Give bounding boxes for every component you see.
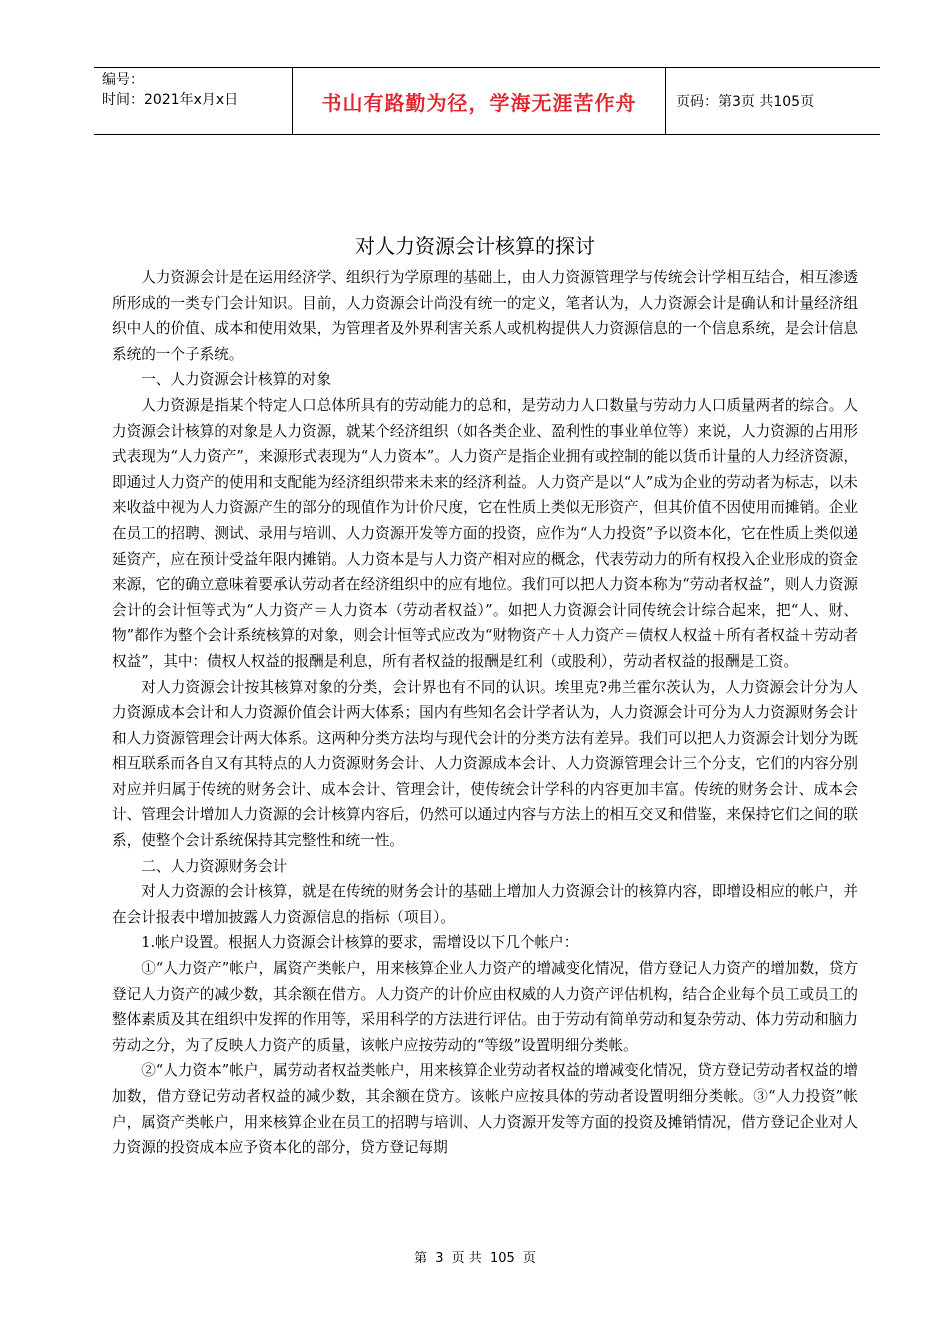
footer-total-pages: 105 xyxy=(489,1251,515,1266)
footer-prefix: 第 xyxy=(414,1251,428,1266)
paragraph: 人力资源会计是在运用经济学、组织行为学原理的基础上，由人力资源管理学与传统会计学相互结合，相互渗透所形成的一类专门会计知识。目前，人力资源会计尚没有统一的定义，笔者认为，人力资源会计是确认和计量经济组织中人的价值、成本和使用效果，为管理者及外界利害关系人或机构提供人力资源信息的一个信息系统，是会计信息系统的一个子系统。 xyxy=(112,269,858,363)
paragraph: 人力资源是指某个特定人口总体所具有的劳动能力的总和，是劳动力人口数量与劳动力人口质量两者的综合。人力资源会计核算的对象是人力资源，就某个经济组织（如各类企业、盈利性的事业单位等）来说，人力资源的占用形式表现为“人力资产”，来源形式表现为“人力资本”。人力资产是指企业拥有或控制的能以货币计量的人力经济资源，即通过人力资产的使用和支配能为经济组织带来未来的经济利益。人力资产是以“人”成为企业的劳动者为标志，以未来收益中视为人力资源产生的部分的现值作为计价尺度，它在性质上类似无形资产，但其价值不因使用而摊销。企业在员工的招聘、测试、录用与培训、人力资源开发等方面的投资，应作为“人力投资”予以资本化，它在性质上类似递延资产，应在预计受益年限内摊销。人力资本是与人力资产相对应的概念，代表劳动力的所有权投入企业形成的资金来源，它的确立意味着要承认劳动者在经济组织中的应有地位。我们可以把人力资本称为“劳动者权益”，则人力资源会计的会计恒等式为“人力资产＝人力资本（劳动者权益）”。如把人力资源会计同传统会计综合起来，把“人、财、物”都作为整个会计系统核算的对象，则会计恒等式应改为“财物资产＋人力资产＝债权人权益＋所有者权益＋劳动者权益”，其中：债权人权益的报酬是利息，所有者权益的报酬是红利（或股利），劳动者权益的报酬是工资。 xyxy=(112,396,858,670)
footer-suffix: 页 xyxy=(522,1251,536,1266)
document-time-label: 时间：2021年x月x日 xyxy=(102,92,239,108)
page-header xyxy=(94,67,880,135)
footer-current-page: 3 xyxy=(435,1251,444,1266)
footer-middle: 页 共 xyxy=(451,1251,482,1266)
document-number-label: 编号： xyxy=(102,72,144,88)
page-footer xyxy=(0,1247,950,1266)
section-heading: 一、人力资源会计核算的对象 xyxy=(141,371,331,389)
document-body xyxy=(112,265,858,1161)
paragraph: ②“人力资本”帐户，属劳动者权益类帐户，用来核算企业劳动者权益的增减变化情况，贷方登记劳动者权益的增加数，借方登记劳动者权益的减少数，其余额在贷方。该帐户应按具体的劳动者设置明细分类帐。③“人力投资”帐户，属资产类帐户，用来核算企业在员工的招聘与培训、人力资源开发等方面的投资及摊销情况，借方登记企业对人力资源的投资成本应予资本化的部分，贷方登记每期 xyxy=(112,1062,858,1157)
paragraph: 1.帐户设置。根据人力资源会计核算的要求，需增设以下几个帐户： xyxy=(141,934,579,952)
paragraph: ①“人力资产”帐户，属资产类帐户，用来核算企业人力资产的增减变化情况，借方登记人力资产的增加数，贷方登记人力资产的减少数，其余额在借方。人力资产的计价应由权威的人力资产评估机构，结合企业每个员工或员工的整体素质及其在组织中发挥的作用等，采用科学的方法进行评估。由于劳动有简单劳动和复杂劳动、体力劳动和脑力劳动之分，为了反映人力资产的质量，该帐户应按劳动的“等级”设置明细分类帐。 xyxy=(112,960,858,1054)
section-heading: 二、人力资源财务会计 xyxy=(141,857,288,875)
header-page-label: 页码：第3页 共105页 xyxy=(676,94,815,110)
header-motto: 书山有路勤为径，学海无涯苦作舟 xyxy=(293,68,666,134)
document-title: 对人力资源会计核算的探讨 xyxy=(355,234,595,258)
header-meta xyxy=(94,68,293,134)
paragraph: 对人力资源会计按其核算对象的分类，会计界也有不同的认识。埃里克?弗兰霍尔茨认为，人力资源会计分为人力资源成本会计和人力资源价值会计两大体系；国内有些知名会计学者认为，人力资源会计可分为人力资源财务会计和人力资源管理会计两大体系。这两种分类方法均与现代会计的分类方法有差异。我们可以把人力资源会计划分为既相互联系而各自又有其特点的人力资源财务会计、人力资源成本会计、人力资源管理会计三个分支，它们的内容分别对应并归属于传统的财务会计、成本会计、管理会计，使传统会计学科的内容更加丰富。传统的财务会计、成本会计、管理会计增加人力资源的会计核算内容后，仍然可以通过内容与方法上的相互交叉和借鉴，来保持它们之间的联系，使整个会计系统保持其完整性和统一性。 xyxy=(112,678,858,850)
paragraph: 对人力资源的会计核算，就是在传统的财务会计的基础上增加人力资源会计的核算内容，即增设相应的帐户，并在会计报表中增加披露人力资源信息的指标（项目）。 xyxy=(112,883,858,926)
